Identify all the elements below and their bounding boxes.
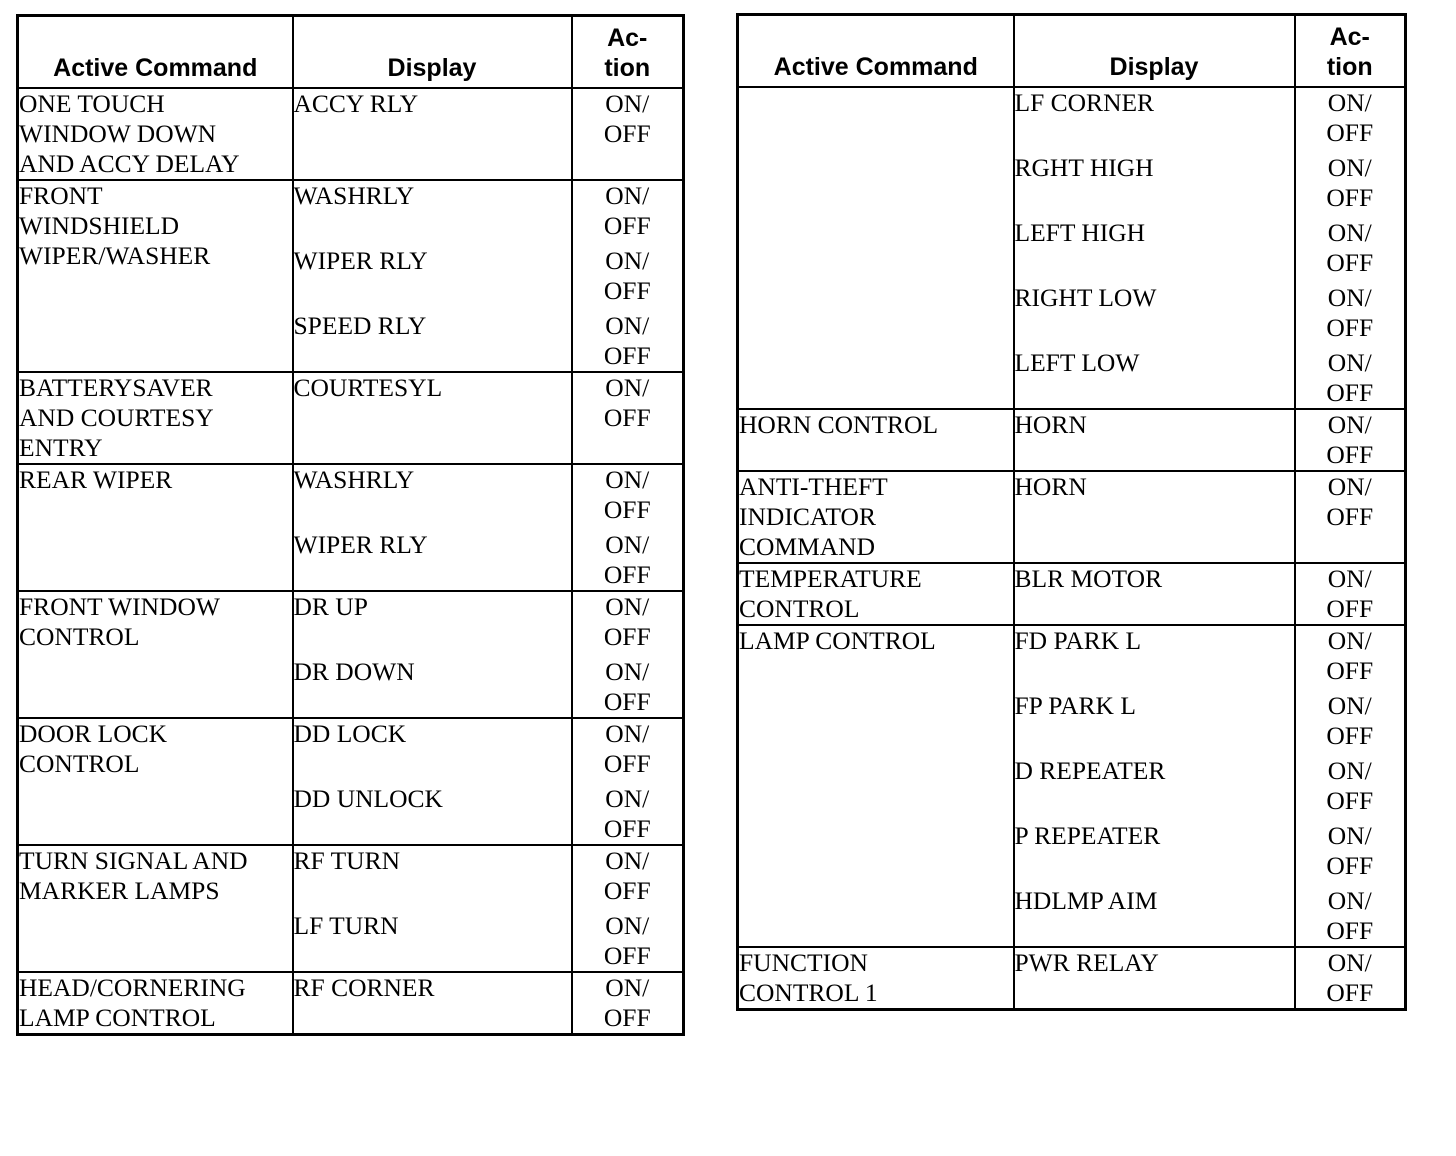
command-line: REAR WIPER bbox=[19, 465, 173, 494]
active-command-cell bbox=[18, 845, 293, 972]
action-on: ON/ bbox=[605, 784, 650, 813]
table-row bbox=[738, 947, 1406, 1010]
action-value bbox=[573, 530, 683, 590]
command-line: WINDOW DOWN bbox=[19, 119, 217, 148]
action-off: OFF bbox=[603, 495, 651, 524]
display-cell bbox=[293, 180, 572, 372]
action-cell bbox=[572, 845, 684, 972]
action-value bbox=[573, 465, 683, 530]
action-off: OFF bbox=[1326, 978, 1374, 1007]
header-row bbox=[738, 15, 1406, 88]
display-value: DR DOWN bbox=[293, 657, 415, 686]
display-cell bbox=[1014, 409, 1295, 471]
command-line: HEAD/CORNERING bbox=[19, 973, 246, 1002]
action-on: ON/ bbox=[1327, 348, 1372, 377]
command-line: ONE TOUCH bbox=[19, 89, 165, 118]
command-line: ENTRY bbox=[19, 433, 103, 462]
command-line: FUNCTION bbox=[739, 948, 868, 977]
active-command-cell bbox=[18, 464, 293, 591]
display-cell bbox=[293, 845, 572, 972]
display-value: WASHRLY bbox=[293, 181, 415, 210]
action-value bbox=[1296, 626, 1405, 691]
action-on: ON/ bbox=[605, 89, 650, 118]
display-cell bbox=[1014, 947, 1295, 1010]
action-value bbox=[1296, 886, 1405, 946]
display-value: RGHT HIGH bbox=[1014, 153, 1154, 182]
action-off: OFF bbox=[603, 941, 651, 970]
command-line: COMMAND bbox=[739, 532, 876, 561]
action-on: ON/ bbox=[1327, 691, 1372, 720]
action-on: ON/ bbox=[605, 465, 650, 494]
display-cell bbox=[293, 88, 572, 180]
command-line: MARKER LAMPS bbox=[19, 876, 220, 905]
action-cell bbox=[1295, 947, 1406, 1010]
header-active-command: Active Command bbox=[18, 16, 293, 89]
command-line: CONTROL 1 bbox=[739, 978, 878, 1007]
action-on: ON/ bbox=[1327, 153, 1372, 182]
active-command-cell bbox=[18, 591, 293, 718]
action-on: ON/ bbox=[605, 973, 650, 1002]
header-action-line2: tion bbox=[1326, 53, 1373, 81]
action-cell bbox=[1295, 87, 1406, 409]
display-value: LF CORNER bbox=[1014, 88, 1155, 117]
display-value: LEFT HIGH bbox=[1014, 218, 1146, 247]
display-value: D REPEATER bbox=[1014, 756, 1166, 785]
action-off: OFF bbox=[603, 687, 651, 716]
action-on: ON/ bbox=[1327, 948, 1372, 977]
action-on: ON/ bbox=[1327, 410, 1372, 439]
action-off: OFF bbox=[1326, 786, 1374, 815]
action-value bbox=[1296, 472, 1405, 532]
table-row bbox=[738, 409, 1406, 471]
action-on: ON/ bbox=[1327, 886, 1372, 915]
display-value: COURTESYL bbox=[293, 373, 443, 402]
table-row bbox=[18, 180, 684, 372]
command-line: ANTI-THEFT bbox=[739, 472, 888, 501]
action-on: ON/ bbox=[605, 311, 650, 340]
action-value bbox=[573, 246, 683, 311]
table-row bbox=[18, 88, 684, 180]
display-value: LEFT LOW bbox=[1014, 348, 1140, 377]
active-command-cell bbox=[738, 625, 1014, 947]
command-line: TEMPERATURE bbox=[739, 564, 922, 593]
action-value bbox=[1296, 348, 1405, 408]
action-on: ON/ bbox=[605, 181, 650, 210]
action-on: ON/ bbox=[605, 246, 650, 275]
display-value: P REPEATER bbox=[1014, 821, 1161, 850]
command-line: INDICATOR bbox=[739, 502, 876, 531]
action-off: OFF bbox=[1326, 916, 1374, 945]
table-row bbox=[18, 845, 684, 972]
display-cell bbox=[1014, 87, 1295, 409]
display-value: WASHRLY bbox=[293, 465, 415, 494]
active-command-cell bbox=[738, 409, 1014, 471]
display-value: HORN bbox=[1014, 410, 1087, 439]
action-cell bbox=[572, 591, 684, 718]
action-cell bbox=[1295, 563, 1406, 625]
action-value bbox=[573, 181, 683, 246]
action-value bbox=[573, 657, 683, 717]
action-on: ON/ bbox=[1327, 564, 1372, 593]
header-action-line1: Ac- bbox=[607, 24, 648, 52]
action-value bbox=[1296, 410, 1405, 470]
left-table-body bbox=[18, 88, 684, 1035]
action-off: OFF bbox=[1326, 248, 1374, 277]
action-off: OFF bbox=[603, 276, 651, 305]
right-command-table bbox=[736, 13, 1407, 1011]
header-row bbox=[18, 16, 684, 89]
display-value: WIPER RLY bbox=[293, 530, 428, 559]
action-off: OFF bbox=[1326, 721, 1374, 750]
display-value: WIPER RLY bbox=[293, 246, 428, 275]
action-value bbox=[1296, 756, 1405, 821]
action-off: OFF bbox=[603, 119, 651, 148]
action-on: ON/ bbox=[1327, 756, 1372, 785]
display-value: HORN bbox=[1014, 472, 1087, 501]
header-display: Display bbox=[293, 16, 572, 89]
table-row bbox=[738, 563, 1406, 625]
action-cell bbox=[572, 180, 684, 372]
action-cell bbox=[1295, 471, 1406, 563]
action-cell bbox=[572, 88, 684, 180]
action-on: ON/ bbox=[605, 911, 650, 940]
command-line: CONTROL bbox=[19, 622, 140, 651]
active-command-cell bbox=[18, 372, 293, 464]
active-command-cell bbox=[18, 972, 293, 1035]
active-command-cell bbox=[18, 718, 293, 845]
action-on: ON/ bbox=[1327, 218, 1372, 247]
header-action-line1: Ac- bbox=[1329, 23, 1370, 51]
display-cell bbox=[293, 591, 572, 718]
action-value bbox=[1296, 821, 1405, 886]
table-row bbox=[18, 591, 684, 718]
display-cell bbox=[1014, 563, 1295, 625]
action-off: OFF bbox=[1326, 378, 1374, 407]
action-off: OFF bbox=[1326, 183, 1374, 212]
action-value bbox=[1296, 691, 1405, 756]
display-value: DR UP bbox=[293, 592, 368, 621]
display-value: FD PARK L bbox=[1014, 626, 1142, 655]
action-on: ON/ bbox=[605, 657, 650, 686]
display-value: HDLMP AIM bbox=[1014, 886, 1158, 915]
display-value: BLR MOTOR bbox=[1014, 564, 1163, 593]
command-line: WIPER/WASHER bbox=[19, 241, 211, 270]
action-on: ON/ bbox=[605, 373, 650, 402]
action-off: OFF bbox=[1326, 313, 1374, 342]
table-row bbox=[18, 718, 684, 845]
right-table-body bbox=[738, 87, 1406, 1010]
action-value bbox=[573, 973, 683, 1033]
action-value bbox=[573, 311, 683, 371]
action-on: ON/ bbox=[1327, 283, 1372, 312]
command-line: LAMP CONTROL bbox=[19, 1003, 216, 1032]
command-line: CONTROL bbox=[739, 594, 860, 623]
action-value bbox=[573, 911, 683, 971]
left-command-table bbox=[16, 14, 685, 1036]
action-off: OFF bbox=[1326, 851, 1374, 880]
display-value: DD LOCK bbox=[293, 719, 407, 748]
command-line: BATTERYSAVER bbox=[19, 373, 213, 402]
action-cell bbox=[572, 718, 684, 845]
display-value: RF CORNER bbox=[293, 973, 435, 1002]
action-off: OFF bbox=[1326, 594, 1374, 623]
command-line: FRONT WINDOW bbox=[19, 592, 220, 621]
table-row bbox=[738, 87, 1406, 409]
action-off: OFF bbox=[603, 560, 651, 589]
action-off: OFF bbox=[1326, 502, 1374, 531]
action-value bbox=[573, 846, 683, 911]
action-off: OFF bbox=[603, 1003, 651, 1032]
action-value bbox=[1296, 948, 1405, 1008]
command-line: AND ACCY DELAY bbox=[19, 149, 240, 178]
table-row bbox=[18, 372, 684, 464]
display-value: PWR RELAY bbox=[1014, 948, 1159, 977]
header-action bbox=[572, 16, 684, 89]
command-line: FRONT bbox=[19, 181, 103, 210]
display-cell bbox=[293, 372, 572, 464]
display-cell bbox=[1014, 471, 1295, 563]
action-value bbox=[1296, 564, 1405, 624]
action-value bbox=[573, 373, 683, 433]
command-line: LAMP CONTROL bbox=[739, 626, 936, 655]
action-on: ON/ bbox=[1327, 88, 1372, 117]
command-line: TURN SIGNAL AND bbox=[19, 846, 248, 875]
action-on: ON/ bbox=[605, 846, 650, 875]
action-on: ON/ bbox=[605, 530, 650, 559]
action-off: OFF bbox=[1326, 656, 1374, 685]
header-action bbox=[1295, 15, 1406, 88]
display-value: FP PARK L bbox=[1014, 691, 1136, 720]
action-on: ON/ bbox=[1327, 626, 1372, 655]
display-value: RIGHT LOW bbox=[1014, 283, 1157, 312]
command-line: CONTROL bbox=[19, 749, 140, 778]
active-command-cell bbox=[738, 87, 1014, 409]
action-cell bbox=[1295, 625, 1406, 947]
action-cell bbox=[572, 972, 684, 1035]
action-off: OFF bbox=[603, 876, 651, 905]
action-value bbox=[573, 89, 683, 149]
active-command-cell bbox=[738, 563, 1014, 625]
command-line: AND COURTESY bbox=[19, 403, 214, 432]
action-cell bbox=[572, 464, 684, 591]
display-cell bbox=[293, 464, 572, 591]
display-value: SPEED RLY bbox=[293, 311, 427, 340]
display-cell bbox=[293, 718, 572, 845]
action-off: OFF bbox=[603, 341, 651, 370]
active-command-cell bbox=[738, 471, 1014, 563]
command-line: DOOR LOCK bbox=[19, 719, 168, 748]
active-command-cell bbox=[18, 88, 293, 180]
action-off: OFF bbox=[1326, 440, 1374, 469]
action-value bbox=[573, 592, 683, 657]
active-command-cell bbox=[18, 180, 293, 372]
action-on: ON/ bbox=[605, 592, 650, 621]
action-cell bbox=[572, 372, 684, 464]
display-value: RF TURN bbox=[293, 846, 401, 875]
action-off: OFF bbox=[603, 403, 651, 432]
action-off: OFF bbox=[1326, 118, 1374, 147]
header-action-line2: tion bbox=[604, 54, 651, 82]
table-row bbox=[18, 464, 684, 591]
header-active-command: Active Command bbox=[738, 15, 1014, 88]
active-command-cell bbox=[738, 947, 1014, 1010]
action-value bbox=[573, 719, 683, 784]
action-value bbox=[1296, 218, 1405, 283]
action-off: OFF bbox=[603, 622, 651, 651]
action-value bbox=[573, 784, 683, 844]
action-value bbox=[1296, 88, 1405, 153]
action-on: ON/ bbox=[605, 719, 650, 748]
command-line: HORN CONTROL bbox=[739, 410, 939, 439]
display-cell bbox=[1014, 625, 1295, 947]
display-value: ACCY RLY bbox=[293, 89, 419, 118]
action-on: ON/ bbox=[1327, 472, 1372, 501]
table-row bbox=[738, 471, 1406, 563]
action-off: OFF bbox=[603, 211, 651, 240]
display-value: DD UNLOCK bbox=[293, 784, 443, 813]
action-value bbox=[1296, 283, 1405, 348]
action-on: ON/ bbox=[1327, 821, 1372, 850]
display-cell bbox=[293, 972, 572, 1035]
action-off: OFF bbox=[603, 814, 651, 843]
table-row bbox=[18, 972, 684, 1035]
action-cell bbox=[1295, 409, 1406, 471]
action-value bbox=[1296, 153, 1405, 218]
header-display: Display bbox=[1014, 15, 1295, 88]
action-off: OFF bbox=[603, 749, 651, 778]
table-row bbox=[738, 625, 1406, 947]
display-value: LF TURN bbox=[293, 911, 399, 940]
command-line: WINDSHIELD bbox=[19, 211, 180, 240]
